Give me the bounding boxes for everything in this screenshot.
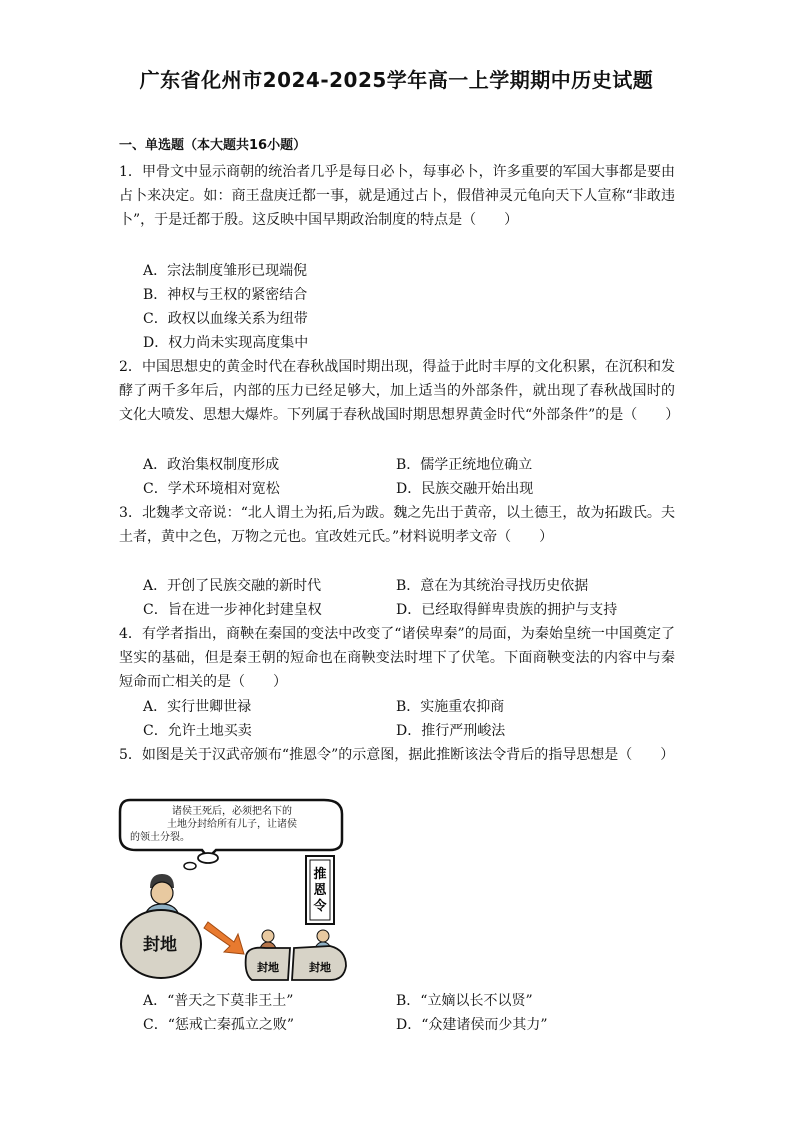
- thought-dot-2: [184, 863, 196, 870]
- q2-option-b: B．儒学正统地位确立: [396, 457, 533, 473]
- speech-line-1: 诸侯王死后，必须把名下的: [172, 806, 292, 817]
- sign-char-2: 恩: [313, 883, 327, 898]
- speech-line-3: 的领土分裂。: [130, 832, 190, 843]
- question-3-stem: 3．北魏孝文帝说：“北人谓土为拓,后为跋。魏之先出于黄帝，以土德王，故为拓跋氏。夫土者，黄中之色，万物之元也。宜改姓元氏。”材料说明孝文帝（ ）: [119, 505, 675, 545]
- question-1-stem: 1．甲骨文中显示商朝的统治者几乎是每日必卜，每事必卜，许多重要的军国大事都是要由占卜来决定。如：商王盘庚迁都一事，就是通过占卜，假借神灵元龟向天下人宣称“非敢违卜”，于是迁都于殷。这反映中国早期政治制度的特点是（ ）: [119, 164, 675, 228]
- q1-option-c: C．政权以血缘关系为纽带: [143, 311, 308, 327]
- speech-line-2: 土地分封给所有儿子，让诸侯: [167, 819, 297, 830]
- q3-option-b: B．意在为其统治寻找历史依据: [396, 578, 589, 594]
- q1-option-d: D．权力尚未实现高度集中: [143, 335, 309, 351]
- q5-option-d: D．“众建诸侯而少其力”: [396, 1017, 548, 1033]
- q4-option-b: B．实施重农抑商: [396, 699, 505, 715]
- q5-option-a: A．“普天之下莫非王土”: [143, 993, 294, 1009]
- small-fief-label-1: 封地: [257, 961, 279, 974]
- arrow-icon: [204, 922, 244, 954]
- sign-char-1: 推: [313, 867, 327, 882]
- q4-option-d: D．推行严刑峻法: [396, 723, 506, 739]
- q2-option-d: D．民族交融开始出现: [396, 481, 534, 497]
- question-5-stem: 5．如图是关于汉武帝颁布“推恩令”的示意图，据此推断该法令背后的指导思想是（ ）: [119, 747, 675, 763]
- q2-option-a: A．政治集权制度形成: [143, 457, 280, 473]
- q5-option-b: B．“立嫡以长不以贤”: [396, 993, 533, 1009]
- q3-option-d: D．已经取得鲜卑贵族的拥护与支持: [396, 602, 618, 618]
- small-fief-label-2: 封地: [309, 961, 331, 974]
- question-4-stem: 4．有学者指出，商鞅在秦国的变法中改变了“诸侯卑秦”的局面，为秦始皇统一中国奠定了坚实的基础，但是秦王朝的短命也在商鞅变法时埋下了伏笔。下面商鞅变法的内容中与秦短命而亡相关的是（ ）: [119, 626, 675, 690]
- sign-char-3: 令: [313, 899, 327, 914]
- q5-option-c: C．“惩戒亡秦孤立之败”: [143, 1017, 295, 1033]
- question-2-stem: 2．中国思想史的黄金时代在春秋战国时期出现，得益于此时丰厚的文化积累，在沉积和发酵了两千多年后，内部的压力已经足够大，加上适当的外部条件，就出现了春秋战国时的文化大喷发、思想大爆炸。下列属于春秋战国时期思想界黄金时代“外部条件”的是（ ）: [119, 359, 680, 423]
- q2-option-c: C．学术环境相对宽松: [143, 481, 280, 497]
- q1-option-b: B．神权与王权的紧密结合: [143, 287, 308, 303]
- tuienling-illustration: [116, 796, 364, 984]
- q4-option-a: A．实行世卿世禄: [143, 699, 252, 715]
- section-heading: 一、单选题（本大题共16小题）: [119, 138, 307, 153]
- q1-option-a: A．宗法制度雏形已现端倪: [143, 263, 308, 279]
- big-fief-label: 封地: [143, 935, 177, 955]
- thought-dot-1: [198, 853, 218, 863]
- q3-option-c: C．旨在进一步神化封建皇权: [143, 602, 322, 618]
- q4-option-c: C．允许土地买卖: [143, 723, 252, 739]
- page-title: 广东省化州市2024-2025学年高一上学期期中历史试题: [139, 68, 654, 92]
- q3-option-a: A．开创了民族交融的新时代: [143, 578, 322, 594]
